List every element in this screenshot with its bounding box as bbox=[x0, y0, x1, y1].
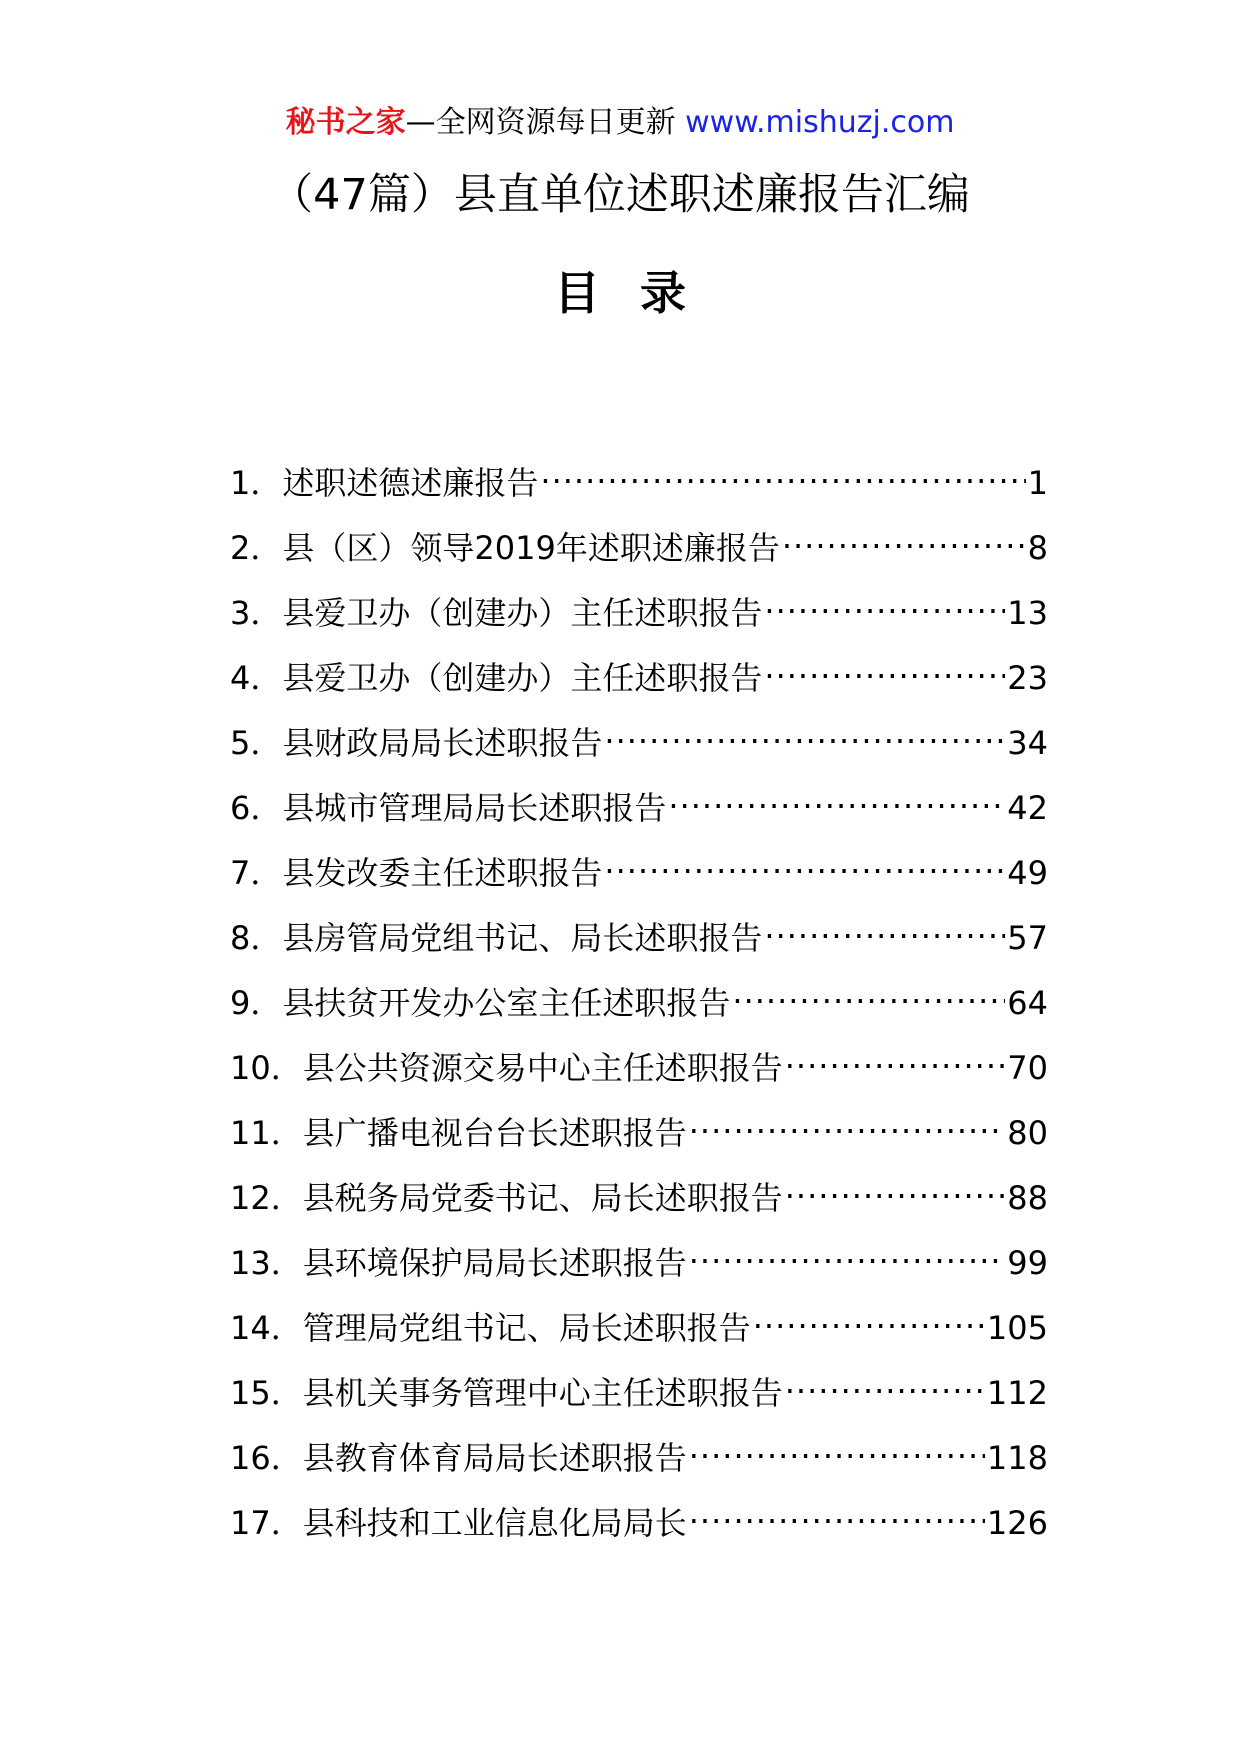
toc-entry-page-number: 118 bbox=[986, 1439, 1048, 1477]
banner-slogan: —全网资源每日更新 bbox=[405, 105, 686, 140]
toc-entry-title: 县扶贫开发办公室主任述职报告 bbox=[282, 984, 731, 1022]
toc-entry-number: 4． bbox=[230, 659, 283, 697]
toc-entry-title: 县财政局局长述职报告 bbox=[282, 724, 603, 762]
toc-entry-number: 13． bbox=[230, 1244, 303, 1282]
toc-entry-title: 述职述德述廉报告 bbox=[282, 464, 539, 502]
toc-entry-title: 管理局党组书记、局长述职报告 bbox=[302, 1309, 751, 1347]
toc-entry-number: 14． bbox=[230, 1309, 303, 1347]
toc-entry-page-number: 13 bbox=[1007, 594, 1048, 632]
toc-entry[interactable] bbox=[230, 1230, 1048, 1295]
toc-entry-title: 县（区）领导2019年述职述廉报告 bbox=[282, 529, 780, 567]
toc-entry-title: 县机关事务管理中心主任述职报告 bbox=[302, 1374, 783, 1412]
toc-entry-title: 县房管局党组书记、局长述职报告 bbox=[282, 919, 763, 957]
toc-entry-page-number: 88 bbox=[1007, 1179, 1048, 1217]
toc-entry-title: 县城市管理局局长述职报告 bbox=[282, 789, 667, 827]
toc-entry-title: 县教育体育局局长述职报告 bbox=[302, 1439, 687, 1477]
toc-entry-page-number: 49 bbox=[1007, 854, 1048, 892]
toc-entry[interactable] bbox=[230, 970, 1048, 1035]
toc-entry-number: 2． bbox=[230, 529, 283, 567]
toc-dot-leader bbox=[689, 1490, 985, 1534]
toc-entry[interactable] bbox=[230, 645, 1048, 710]
toc-entry[interactable] bbox=[230, 450, 1048, 515]
toc-entry[interactable] bbox=[230, 840, 1048, 905]
toc-dot-leader bbox=[540, 450, 1025, 494]
toc-entry[interactable] bbox=[230, 775, 1048, 840]
toc-entry[interactable] bbox=[230, 1295, 1048, 1360]
toc-entry-number: 3． bbox=[230, 594, 283, 632]
toc-entry-page-number: 42 bbox=[1007, 789, 1048, 827]
toc-entry[interactable] bbox=[230, 1360, 1048, 1425]
toc-dot-leader bbox=[764, 580, 1005, 624]
toc-entry[interactable] bbox=[230, 1490, 1048, 1555]
toc-dot-leader bbox=[668, 775, 1005, 819]
toc-entry[interactable] bbox=[230, 1100, 1048, 1165]
toc-dot-leader bbox=[689, 1425, 985, 1469]
toc-entry-page-number: 1 bbox=[1027, 464, 1048, 502]
toc-entry-page-number: 80 bbox=[1007, 1114, 1048, 1152]
toc-entry[interactable] bbox=[230, 580, 1048, 645]
toc-dot-leader bbox=[689, 1230, 1006, 1274]
toc-dot-leader bbox=[604, 710, 1005, 754]
toc-entry-page-number: 34 bbox=[1007, 724, 1048, 762]
toc-entry-title: 县广播电视台台长述职报告 bbox=[302, 1114, 687, 1152]
toc-entry-page-number: 64 bbox=[1007, 984, 1048, 1022]
toc-entry-page-number: 126 bbox=[986, 1504, 1048, 1542]
toc-dot-leader bbox=[782, 515, 1026, 559]
toc-entry[interactable] bbox=[230, 905, 1048, 970]
toc-dot-leader bbox=[689, 1100, 1006, 1144]
toc-entry-title: 县爱卫办（创建办）主任述职报告 bbox=[282, 594, 763, 632]
toc-entry-number: 17． bbox=[230, 1504, 303, 1542]
toc-dot-leader bbox=[764, 645, 1005, 689]
toc-entry-page-number: 8 bbox=[1027, 529, 1048, 567]
toc-entry-title: 县税务局党委书记、局长述职报告 bbox=[302, 1179, 783, 1217]
toc-entry-page-number: 112 bbox=[986, 1374, 1048, 1412]
toc-dot-leader bbox=[604, 840, 1005, 884]
brand-name: 秘书之家 bbox=[285, 105, 406, 140]
toc-entry-number: 6． bbox=[230, 789, 283, 827]
toc-entry-title: 县爱卫办（创建办）主任述职报告 bbox=[282, 659, 763, 697]
toc-entry-number: 12． bbox=[230, 1179, 303, 1217]
toc-entry-title: 县公共资源交易中心主任述职报告 bbox=[302, 1049, 783, 1087]
site-url-link[interactable]: www.mishuzj.com bbox=[685, 105, 955, 140]
toc-dot-leader bbox=[785, 1165, 1006, 1209]
toc-entry-page-number: 23 bbox=[1007, 659, 1048, 697]
toc-entry-title: 县发改委主任述职报告 bbox=[282, 854, 603, 892]
toc-entry-page-number: 105 bbox=[986, 1309, 1048, 1347]
toc-entry-number: 5． bbox=[230, 724, 283, 762]
toc-entry-page-number: 99 bbox=[1007, 1244, 1048, 1282]
toc-entry-number: 15． bbox=[230, 1374, 303, 1412]
toc-entry-number: 10． bbox=[230, 1049, 303, 1087]
toc-dot-leader bbox=[753, 1295, 985, 1339]
toc-entry-page-number: 57 bbox=[1007, 919, 1048, 957]
document-title: （47篇）县直单位述职述廉报告汇编 bbox=[270, 170, 970, 220]
toc-entry-number: 11． bbox=[230, 1114, 303, 1152]
toc-dot-leader bbox=[732, 970, 1005, 1014]
toc-entry-number: 9． bbox=[230, 984, 283, 1022]
toc-heading: 目录 bbox=[554, 266, 726, 320]
site-banner bbox=[0, 98, 1240, 148]
toc-dot-leader bbox=[785, 1035, 1006, 1079]
toc-entry[interactable] bbox=[230, 1425, 1048, 1490]
toc-entry[interactable] bbox=[230, 515, 1048, 580]
toc-dot-leader bbox=[764, 905, 1005, 949]
toc-entry[interactable] bbox=[230, 1035, 1048, 1100]
toc-entry-title: 县环境保护局局长述职报告 bbox=[302, 1244, 687, 1282]
toc-entry-number: 7． bbox=[230, 854, 283, 892]
toc-entry[interactable] bbox=[230, 1165, 1048, 1230]
toc-entry-number: 1． bbox=[230, 464, 283, 502]
toc-entry-page-number: 70 bbox=[1007, 1049, 1048, 1087]
toc-entry-number: 8． bbox=[230, 919, 283, 957]
toc-entry-title: 县科技和工业信息化局局长 bbox=[302, 1504, 687, 1542]
toc-entry-number: 16． bbox=[230, 1439, 303, 1477]
toc-entry[interactable] bbox=[230, 710, 1048, 775]
table-of-contents bbox=[230, 450, 1048, 1555]
toc-dot-leader bbox=[785, 1360, 985, 1404]
